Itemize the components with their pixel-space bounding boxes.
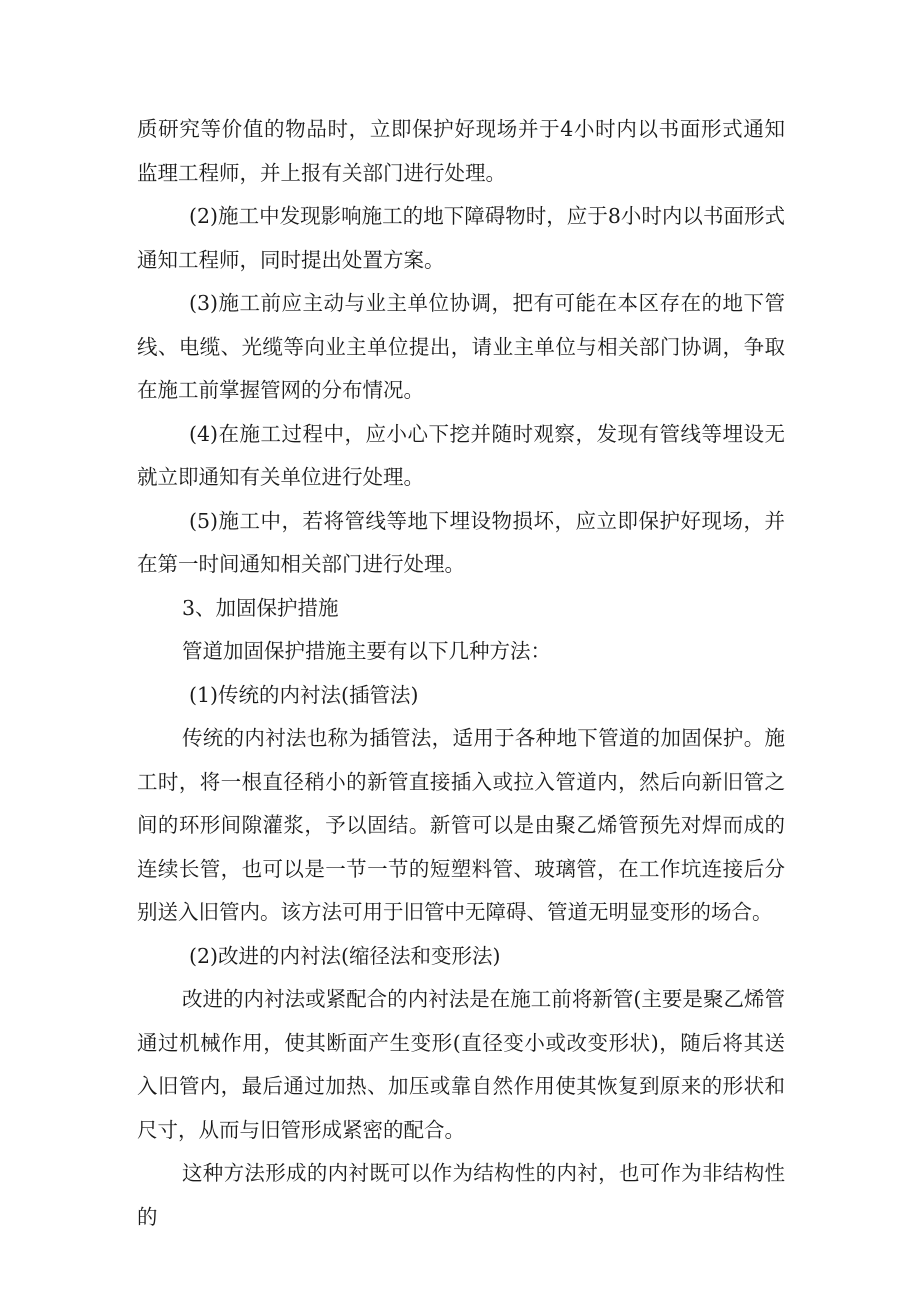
subheading-method-2: (2)改进的内衬法(缩径法和变形法) (189, 943, 501, 968)
paragraph-item-5: (5)施工中，若将管线等地下埋设物损坏，应立即保护好现场，并在第一时间通知相关部门进行处理。 (137, 508, 785, 576)
document-body (137, 108, 785, 1239)
paragraph-item-4: (4)在施工过程中，应小心下挖并随时观察，发现有管线等埋设无就立即通知有关单位进行处理。 (137, 421, 785, 489)
paragraph-item-3: (3)施工前应主动与业主单位协调，把有可能在本区存在的地下管线、电缆、光缆等向业主单位提出，请业主单位与相关部门协调，争取在施工前掌握管网的分布情况。 (137, 291, 785, 402)
section-heading: 3、加固保护措施 (182, 595, 339, 620)
paragraph-continuation: 质研究等价值的物品时，立即保护好现场并于4小时内以书面形式通知监理工程师，并上报有关部门进行处理。 (137, 117, 785, 185)
paragraph-item-2: (2)施工中发现影响施工的地下障碍物时，应于8小时内以书面形式通知工程师，同时提出处置方案。 (137, 204, 785, 272)
paragraph-method-2-continued: 这种方法形成的内衬既可以作为结构性的内衬，也可作为非结构性的 (137, 1161, 785, 1229)
paragraph-method-2: 改进的内衬法或紧配合的内衬法是在施工前将新管(主要是聚乙烯管通过机械作用，使其断面产生变形(直径变小或改变形状)，随后将其送入旧管内，最后通过加热、加压或靠自然作用使其恢复到原来的形状和尺寸，从而与旧管形成紧密的配合。 (137, 987, 785, 1142)
paragraph-intro: 管道加固保护措施主要有以下几种方法： (182, 639, 551, 663)
subheading-method-1: (1)传统的内衬法(插管法) (189, 682, 419, 707)
paragraph-method-1: 传统的内衬法也称为插管法，适用于各种地下管道的加固保护。施工时，将一根直径稍小的新管直接插入或拉入管道内，然后向新旧管之间的环形间隙灌浆，予以固结。新管可以是由聚乙烯管预先对焊而成的连续长管，也可以是一节一节的短塑料管、玻璃管，在工作坑连接后分别送入旧管内。该方法可用于旧管中无障碍、管道无明显变形的场合。 (137, 726, 785, 924)
